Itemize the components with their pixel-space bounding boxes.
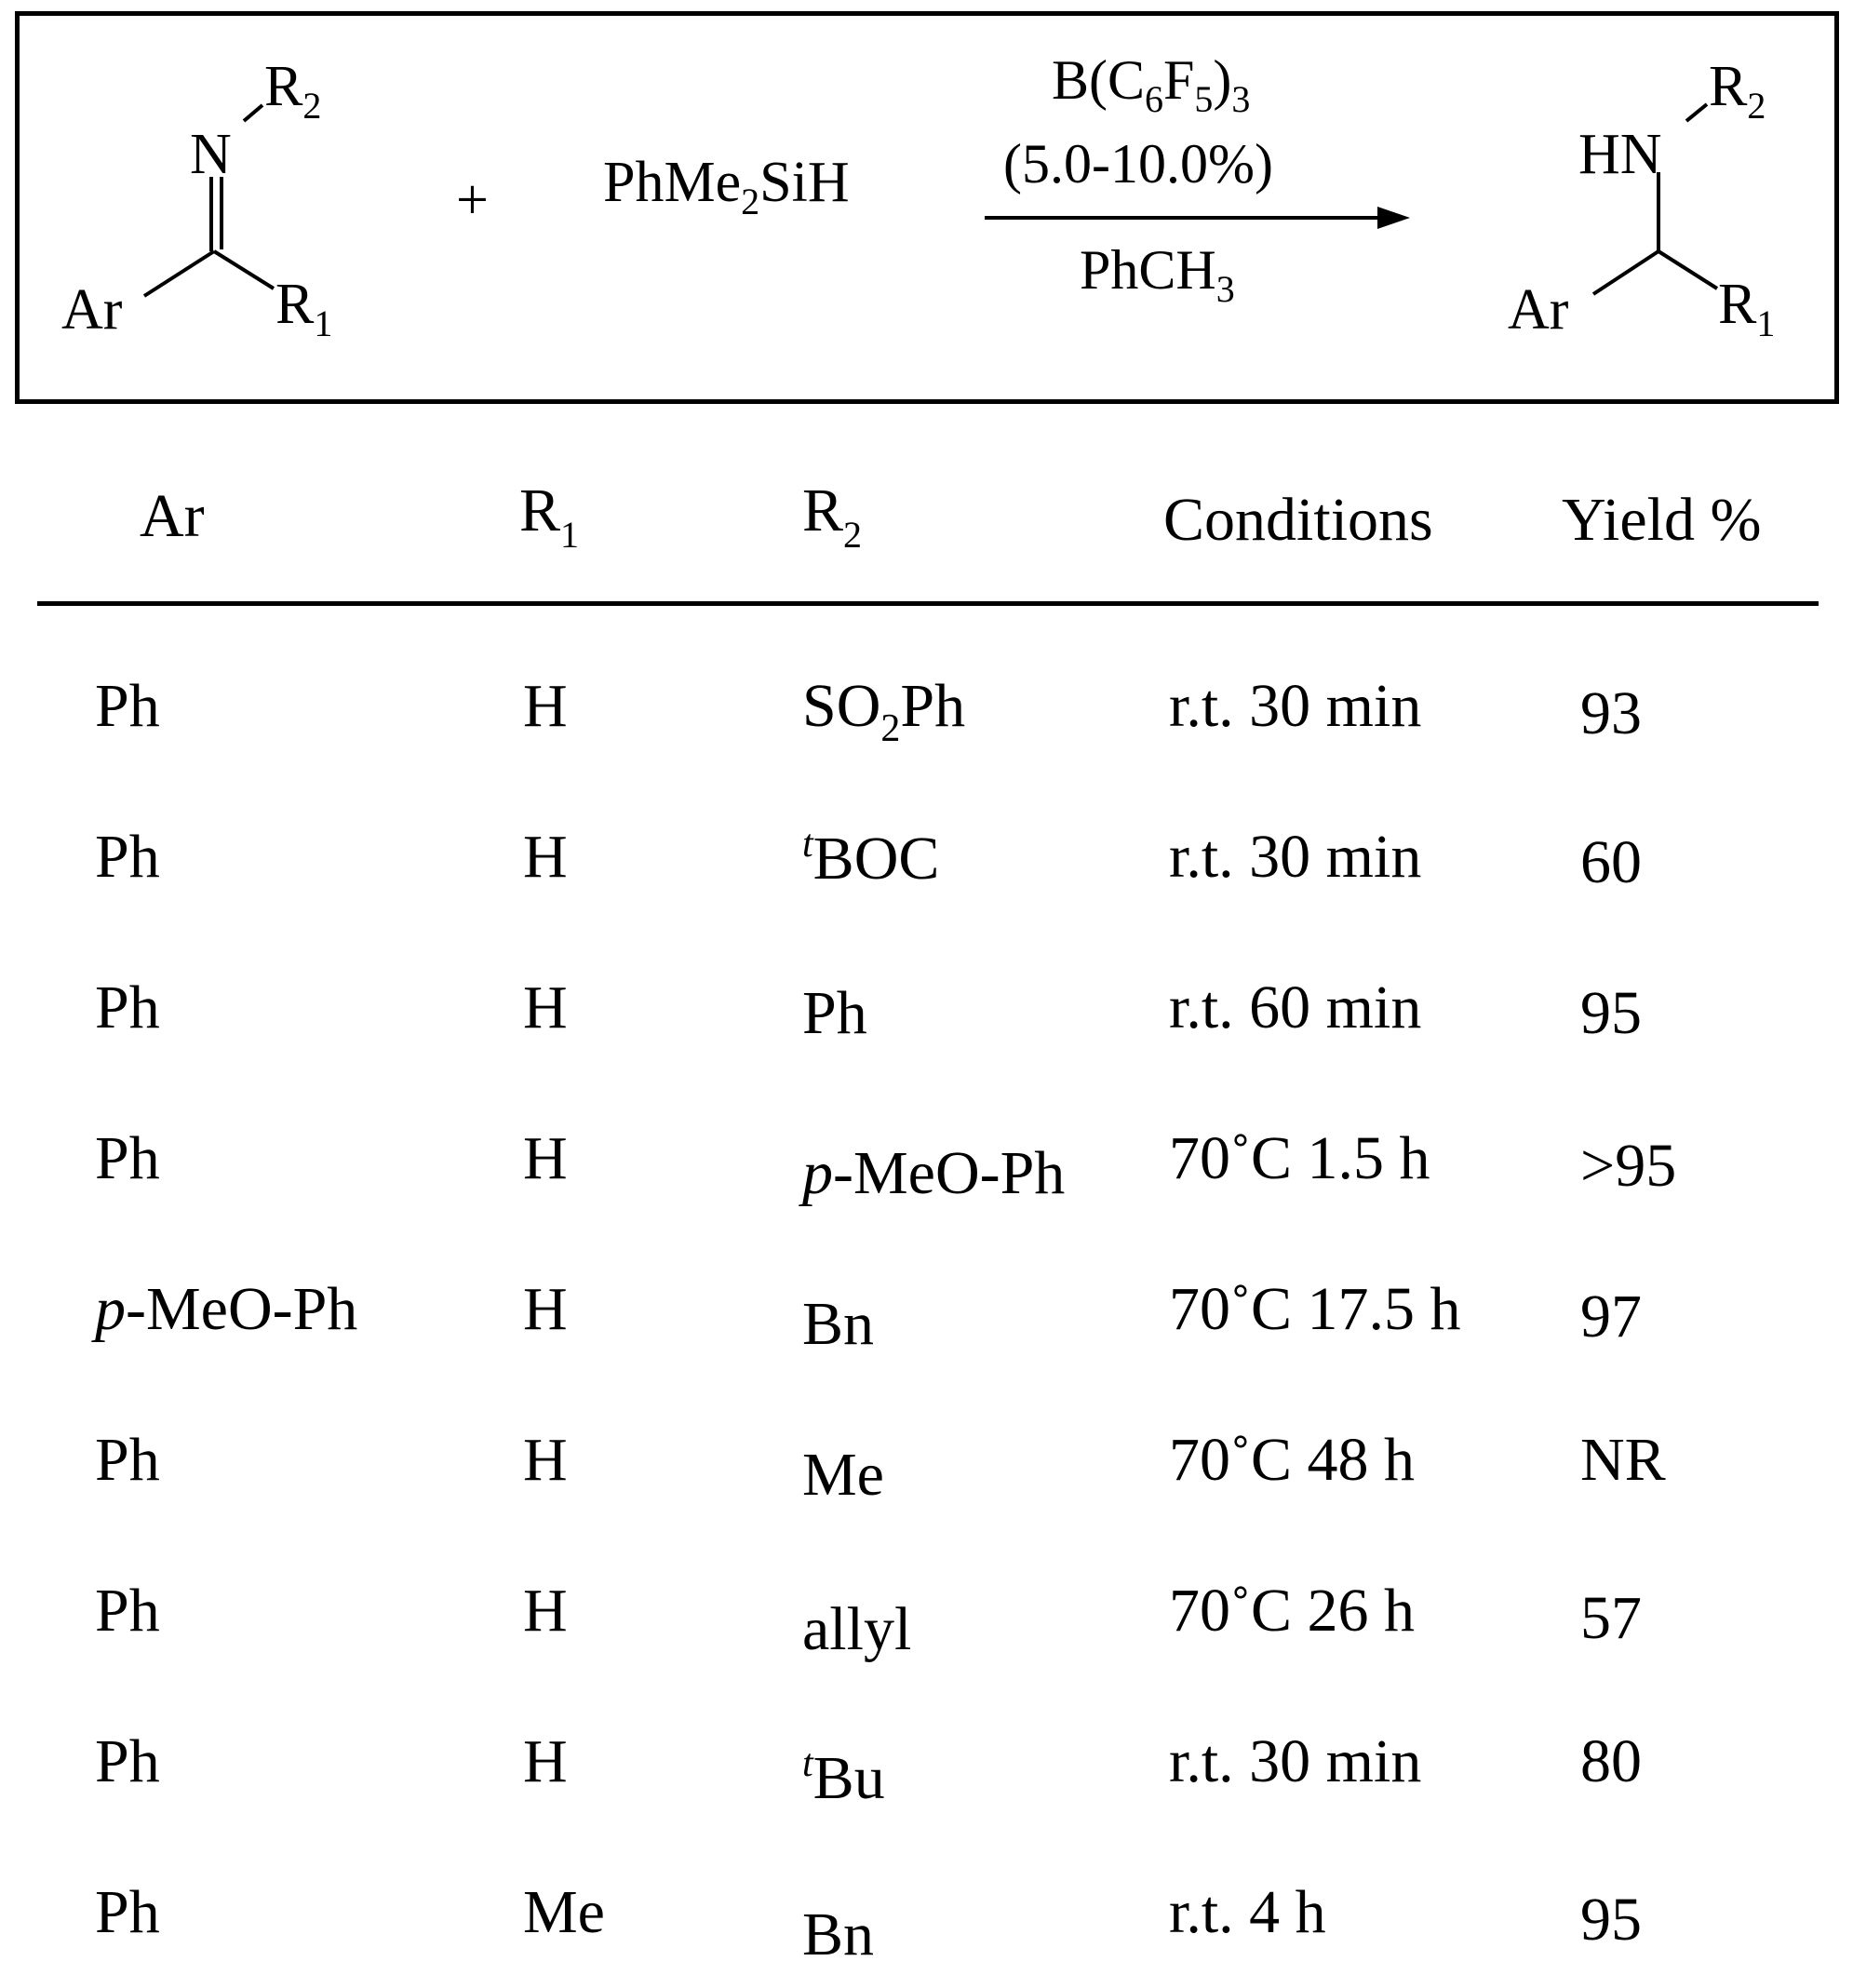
cell-yield: 93	[1580, 679, 1642, 747]
bond-n-r2-product	[1686, 104, 1707, 121]
plus-sign: +	[456, 168, 489, 232]
solvent-label: PhCH$_3$	[1080, 239, 1235, 310]
header-r2: $R_2$	[802, 477, 863, 556]
cell-r2: Me	[802, 1441, 884, 1509]
cell-conditions: r.t. 30 min	[1169, 823, 1422, 891]
silane-reagent: PhMe$_2$SiH	[603, 151, 850, 222]
cell-conditions: r.t. 60 min	[1169, 974, 1422, 1041]
cell-r2: Ph	[802, 979, 867, 1047]
cell-r1: H	[523, 1426, 568, 1494]
cell-yield: 97	[1580, 1283, 1642, 1350]
cell-yield: 80	[1580, 1727, 1642, 1795]
product-hn-label: HN	[1578, 123, 1662, 186]
cell-yield: >95	[1580, 1132, 1677, 1200]
cell-r2: $SO_2Ph$	[802, 672, 966, 750]
cell-ar: Ph	[95, 672, 160, 740]
product-ar-label: Ar	[1508, 278, 1569, 342]
cell-r1: H	[523, 1727, 568, 1795]
bond-c-r1	[214, 251, 274, 289]
cell-ar: p-MeO-Ph	[95, 1275, 358, 1343]
cell-r2: $^t$Bu	[802, 1742, 885, 1812]
cell-conditions: 70˚C 1.5 h	[1169, 1124, 1430, 1192]
cell-yield: 60	[1580, 828, 1642, 896]
reaction-arrow-head	[1377, 207, 1410, 229]
header-r1: $R_1$	[519, 477, 580, 556]
bond-n-r2	[244, 105, 262, 121]
cell-r2: $^t$BOC	[802, 823, 940, 893]
product-r1-label: $R_1$	[1718, 273, 1776, 344]
cell-conditions: 70˚C 26 h	[1169, 1577, 1415, 1645]
product-r2-label: $R_2$	[1709, 55, 1766, 127]
cell-ar: Ph	[95, 1124, 160, 1192]
cell-conditions: r.t. 4 h	[1169, 1878, 1326, 1946]
cell-ar: Ph	[95, 823, 160, 891]
cell-r2: p-MeO-Ph	[802, 1139, 1066, 1207]
cell-r2: Bn	[802, 1901, 875, 1968]
cell-r1: H	[523, 974, 568, 1041]
cell-ar: Ph	[95, 1878, 160, 1946]
bond-c-ar	[144, 251, 214, 296]
cell-conditions: r.t. 30 min	[1169, 672, 1422, 740]
cell-r1: H	[523, 1577, 568, 1645]
bond-c-ar-product	[1593, 251, 1658, 294]
cell-r2: Bn	[802, 1290, 875, 1358]
cell-ar: Ph	[95, 1727, 160, 1795]
header-conditions: Conditions	[1163, 486, 1433, 554]
header-yield: Yield %	[1562, 486, 1762, 554]
cell-conditions: 70˚C 48 h	[1169, 1426, 1415, 1494]
cell-r2: allyl	[802, 1595, 912, 1663]
reactant-r2-label: $R_2$	[264, 55, 322, 127]
cell-conditions: 70˚C 17.5 h	[1169, 1275, 1461, 1343]
cell-r1: Me	[523, 1878, 605, 1946]
cell-ar: Ph	[95, 1426, 160, 1494]
cell-yield: 95	[1580, 979, 1642, 1047]
catalyst-label: $B(C_6F_5)_3$	[1052, 49, 1251, 120]
cell-r1: H	[523, 1275, 568, 1343]
cell-ar: Ph	[95, 974, 160, 1041]
reactant-ar-label: Ar	[61, 278, 123, 342]
header-rule	[37, 601, 1819, 606]
cell-r1: H	[523, 672, 568, 740]
reactant-r1-label: $R_1$	[275, 273, 333, 344]
cell-r1: H	[523, 1124, 568, 1192]
cell-yield: 95	[1580, 1886, 1642, 1954]
cell-ar: Ph	[95, 1577, 160, 1645]
cell-yield: 57	[1580, 1584, 1642, 1652]
header-ar: Ar	[140, 482, 205, 550]
catalyst-loading: (5.0-10.0%)	[1003, 133, 1273, 195]
bond-c-r1-product	[1658, 251, 1717, 289]
cell-r1: H	[523, 823, 568, 891]
cell-conditions: r.t. 30 min	[1169, 1727, 1422, 1795]
reactant-n-label: N	[190, 123, 232, 186]
cell-yield: NR	[1580, 1426, 1666, 1494]
